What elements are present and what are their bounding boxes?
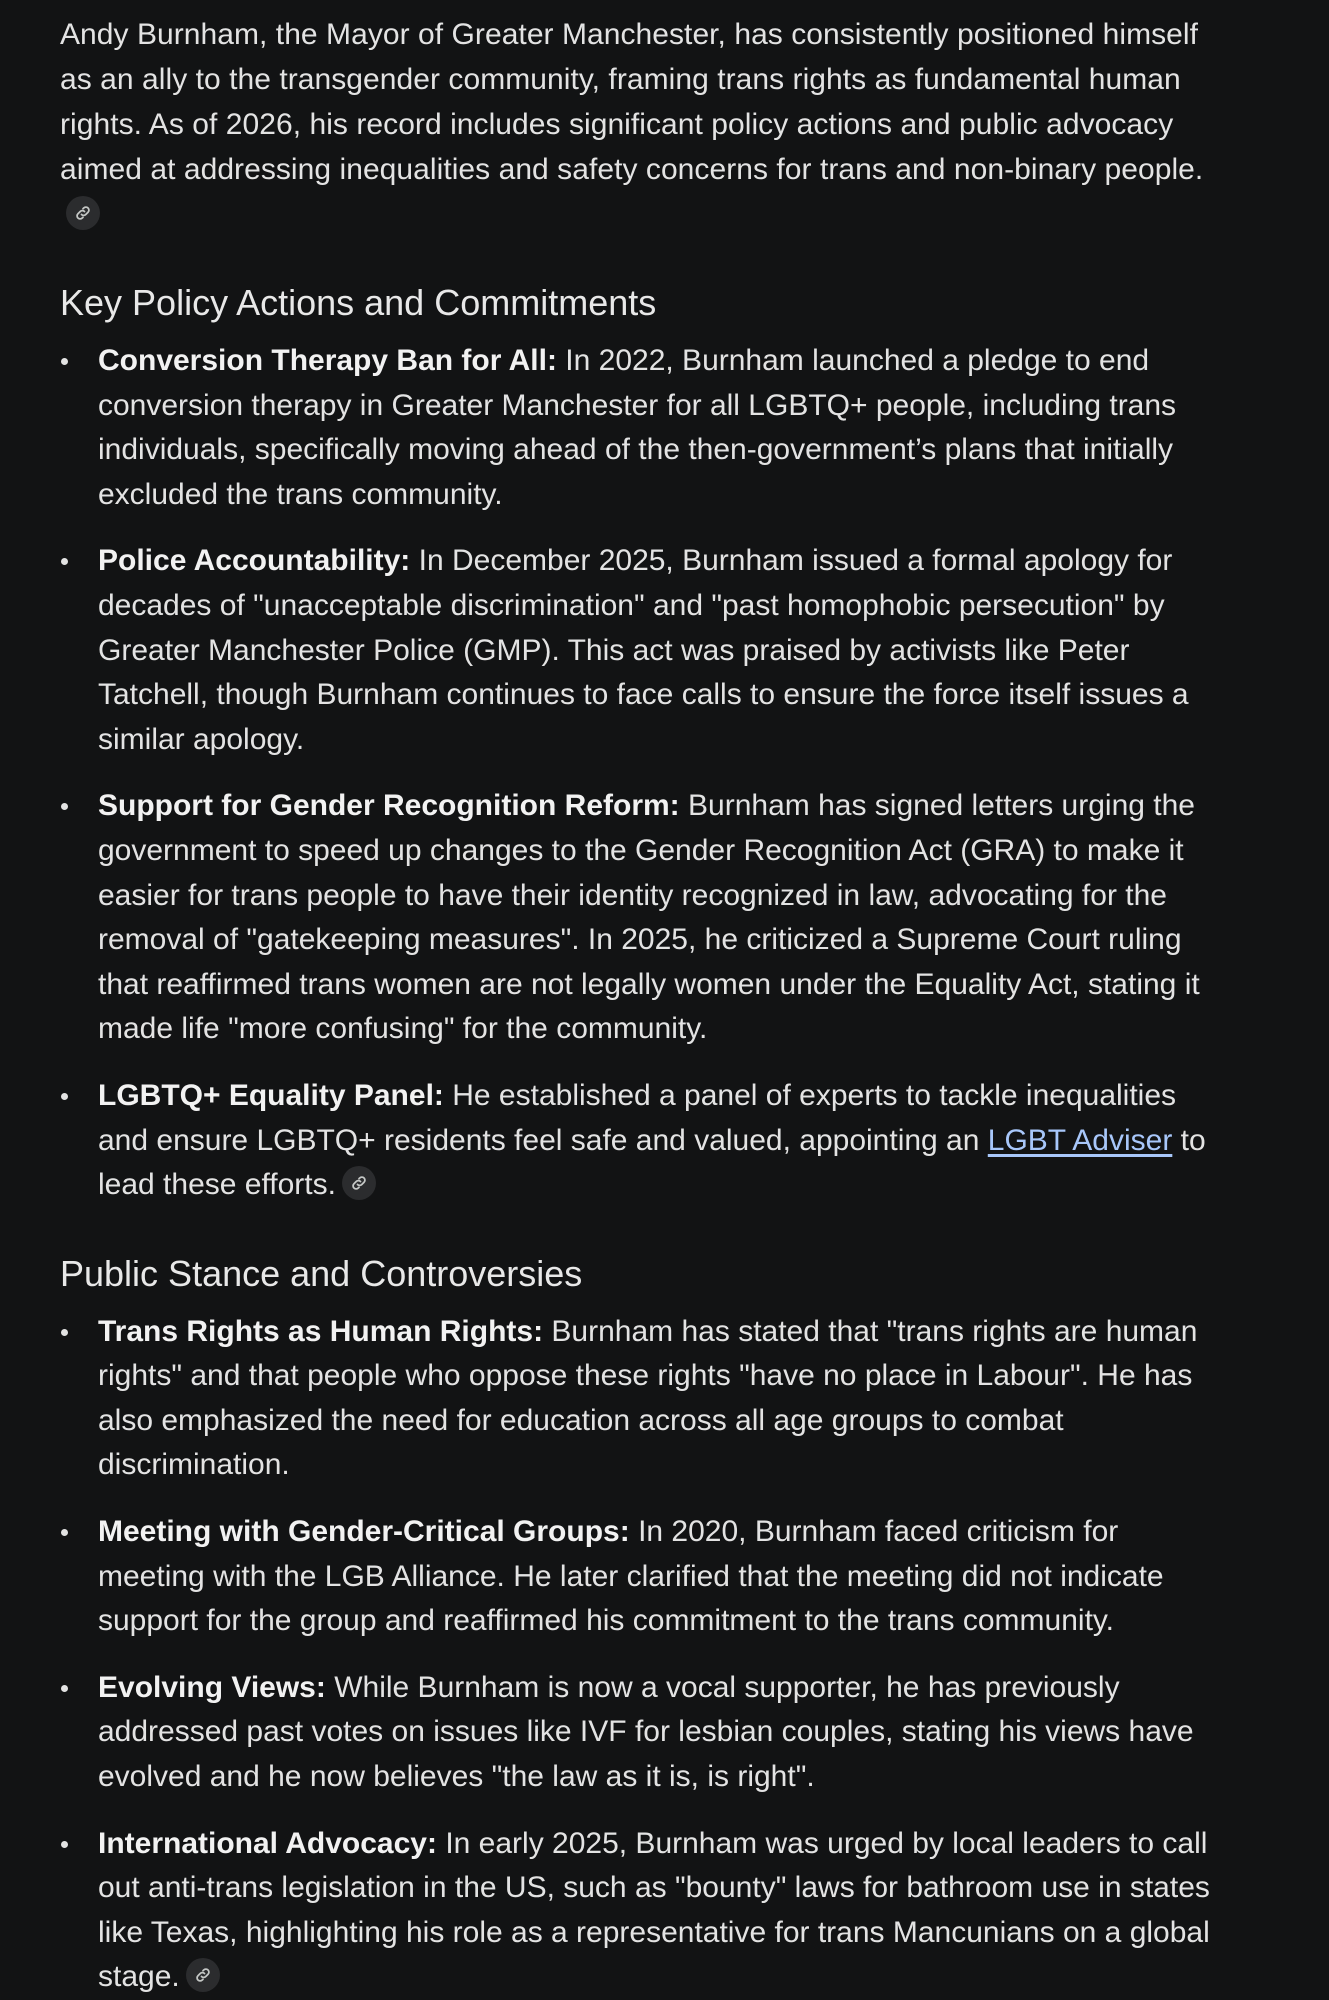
intro-text: Andy Burnham, the Mayor of Greater Manchester, has consistently positioned himself as an ally to the transgender community, framing trans rights as fundamental human rights. As of 2026, his record includes significant policy actions and public advocacy aimed at addressing inequalities and safety concerns for trans and non-binary people.	[60, 18, 1204, 186]
item-body: Burnham has signed letters urging the government to speed up changes to the Gender Recognition Act (GRA) to make it easier for trans people to have their identity recognized in law, advocating for the removal of "gatekeeping measures". In 2025, he criticized a Supreme Court ruling that reaffirmed trans women are not legally women under the Equality Act, stating it made life "more confusing" for the community.	[98, 789, 1200, 1046]
list-item	[60, 1666, 1220, 1800]
item-body: In 2020, Burnham faced criticism for meeting with the LGB Alliance. He later clarified that the meeting did not indicate support for the group and reaffirmed his commitment to the trans community.	[98, 1515, 1164, 1638]
intro-paragraph	[60, 12, 1220, 237]
item-title: Trans Rights as Human Rights:	[98, 1314, 544, 1348]
source-link-chip[interactable]	[66, 196, 100, 230]
item-body-after-link: to lead these efforts.	[98, 1123, 1206, 1202]
item-title: Conversion Therapy Ban for All:	[98, 344, 557, 377]
source-link-chip[interactable]	[186, 1958, 220, 1992]
item-body: Burnham has stated that "trans rights are human rights" and that people who oppose these rights "have no place in Labour". He has also emphasized the need for education across all age groups to combat discrimination.	[98, 1314, 1198, 1482]
item-title: International Advocacy:	[98, 1826, 437, 1860]
policy-list	[60, 339, 1220, 1208]
item-body: In December 2025, Burnham issued a formal apology for decades of "unacceptable discrimination" and "past homophobic persecution" by Greater Manchester Police (GMP). This act was praised by activists like Peter Tatchell, though Burnham continues to face calls to ensure the force itself issues a similar apology.	[98, 544, 1189, 756]
item-title: Police Accountability:	[98, 544, 411, 578]
list-item	[60, 339, 1220, 517]
link-icon	[350, 1174, 368, 1192]
list-item	[60, 1510, 1220, 1644]
item-body: While Burnham is now a vocal supporter, he has previously addressed past votes on issues like IVF for lesbian couples, stating his views have evolved and he now believes "the law as it is, is right".	[98, 1670, 1194, 1794]
list-item	[60, 1822, 1220, 2000]
item-body: In early 2025, Burnham was urged by local leaders to call out anti-trans legislation in the US, such as "bounty" laws for bathroom use in states like Texas, highlighting his role as a representative for trans Mancunians on a global stage.	[98, 1826, 1210, 1994]
list-item	[60, 1310, 1220, 1488]
section-heading-policy: Key Policy Actions and Commitments	[60, 282, 657, 323]
item-body: In 2022, Burnham launched a pledge to end conversion therapy in Greater Manchester for all LGBTQ+ people, including trans individuals, specifically moving ahead of the then-government’s plans that initially excluded the trans community.	[98, 344, 1177, 511]
list-item	[60, 1074, 1220, 1208]
item-body-before-link: He established a panel of experts to tackle inequalities and ensure LGBTQ+ residents feel safe and valued, appointing an	[98, 1078, 1177, 1157]
item-title: Meeting with Gender-Critical Groups:	[98, 1515, 630, 1549]
item-title: Support for Gender Recognition Reform:	[98, 789, 680, 823]
section-heading-public-stance: Public Stance and Controversies	[60, 1252, 583, 1294]
link-icon	[74, 204, 92, 222]
list-item	[60, 539, 1220, 762]
item-title: LGBTQ+ Equality Panel:	[98, 1078, 444, 1112]
list-item	[60, 784, 1220, 1052]
lgbt-adviser-link[interactable]: LGBT Adviser	[987, 1123, 1173, 1157]
source-link-chip[interactable]	[342, 1166, 376, 1200]
link-icon	[194, 1966, 212, 1984]
public-stance-list	[60, 1310, 1220, 2000]
item-title: Evolving Views:	[98, 1670, 326, 1704]
